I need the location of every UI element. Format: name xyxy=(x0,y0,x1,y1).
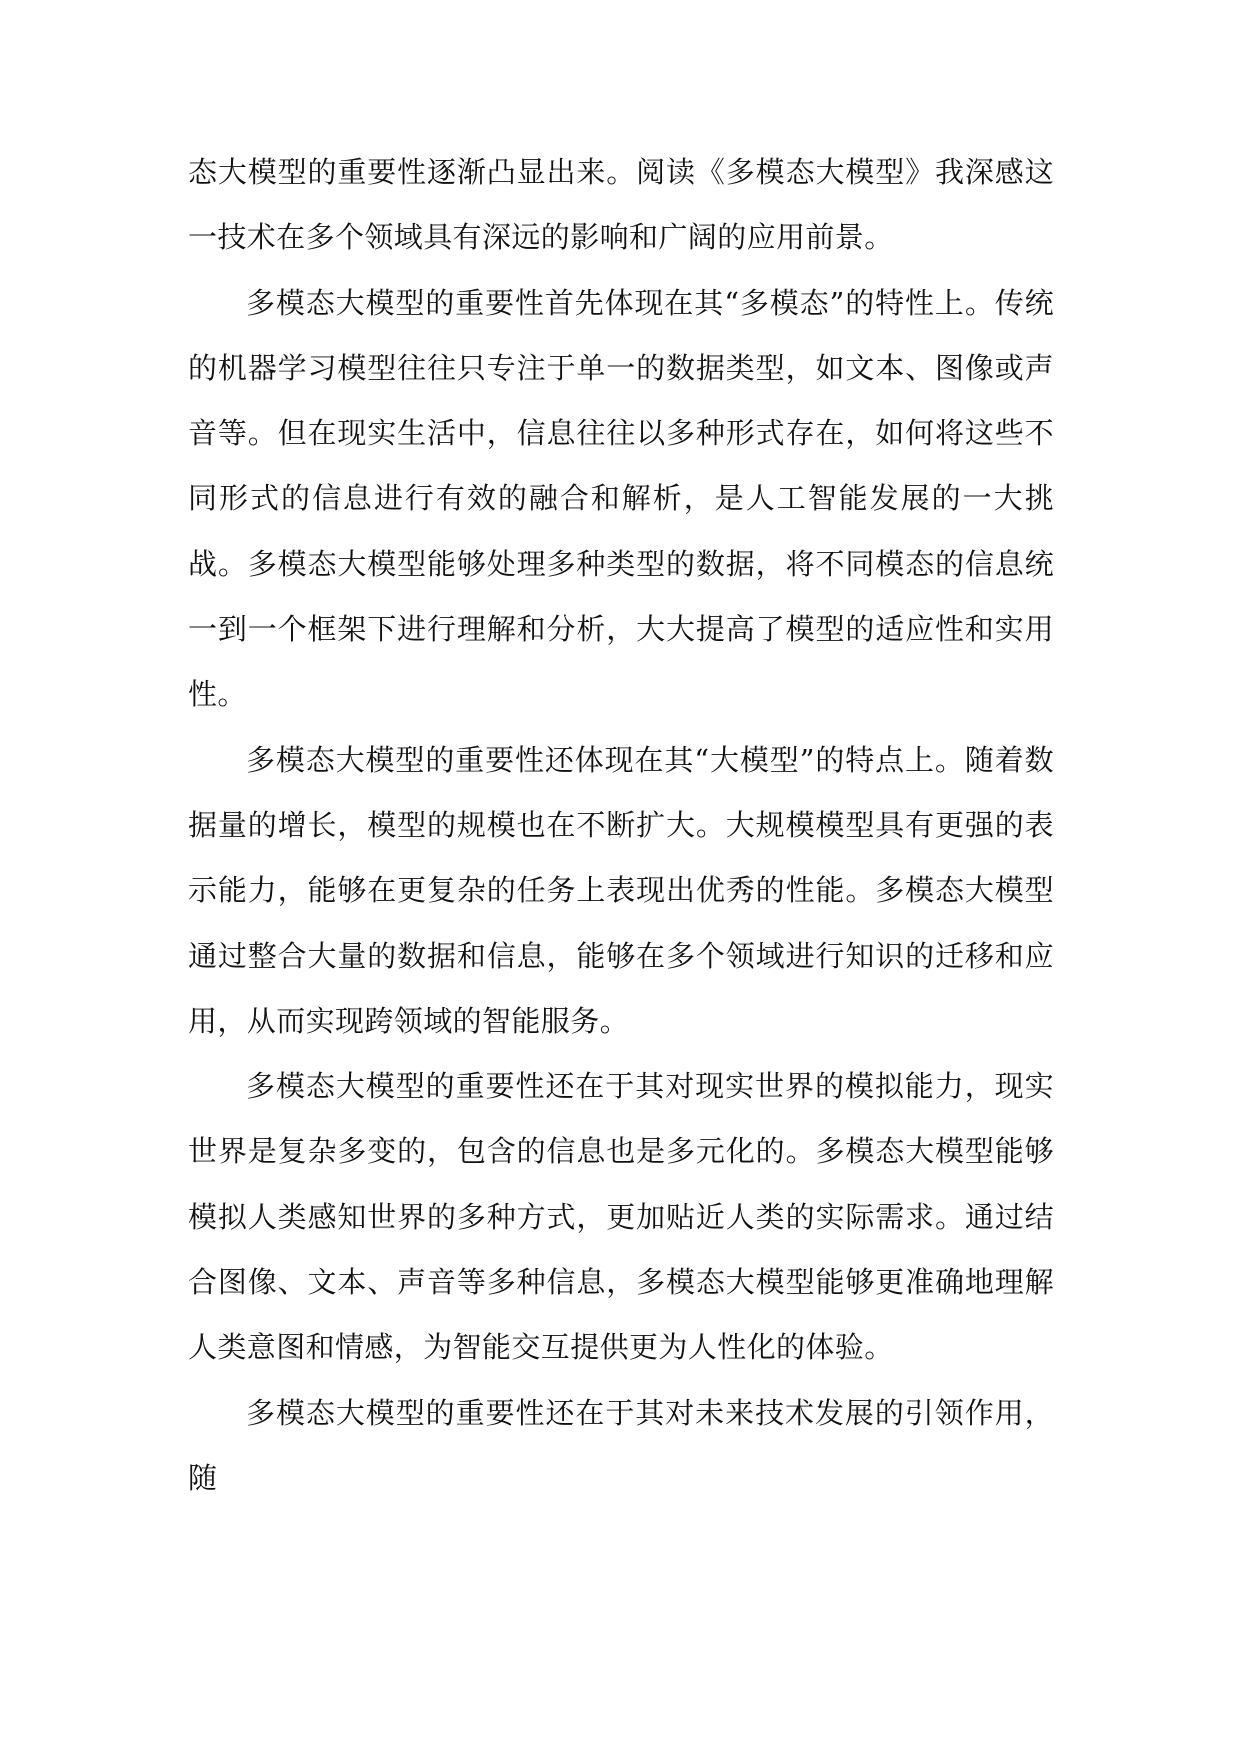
paragraph-2: 多模态大模型的重要性首先体现在其“多模态”的特性上。传统的机器学习模型往往只专注于单一的数据类型，如文本、图像或声音等。但在现实生活中，信息往往以多种形式存在，如何将这些不同形式的信息进行有效的融合和解析，是人工智能发展的一大挑战。多模态大模型能够处理多种类型的数据，将不同模态的信息统一到一个框架下进行理解和分析，大大提高了模型的适应性和实用性。 xyxy=(188,285,1054,712)
paragraph-1: 态大模型的重要性逐渐凸显出来。阅读《多模态大模型》我深感这一技术在多个领域具有深远的影响和广阔的应用前景。 xyxy=(188,155,1054,255)
paragraph-3: 多模态大模型的重要性还体现在其“大模型”的特点上。随着数据量的增长，模型的规模也在不断扩大。大规模模型具有更强的表示能力，能够在更复杂的任务上表现出优秀的性能。多模态大模型通过整合大量的数据和信息，能够在多个领域进行知识的迁移和应用，从而实现跨领域的智能服务。 xyxy=(188,742,1054,1038)
document-body xyxy=(188,140,1054,1511)
paragraph-5: 多模态大模型的重要性还在于其对未来技术发展的引领作用，随 xyxy=(188,1395,1054,1495)
paragraph-4: 多模态大模型的重要性还在于其对现实世界的模拟能力，现实世界是复杂多变的，包含的信息也是多元化的。多模态大模型能够模拟人类感知世界的多种方式，更加贴近人类的实际需求。通过结合图像、文本、声音等多种信息，多模态大模型能够更准确地理解人类意图和情感，为智能交互提供更为人性化的体验。 xyxy=(188,1069,1054,1365)
